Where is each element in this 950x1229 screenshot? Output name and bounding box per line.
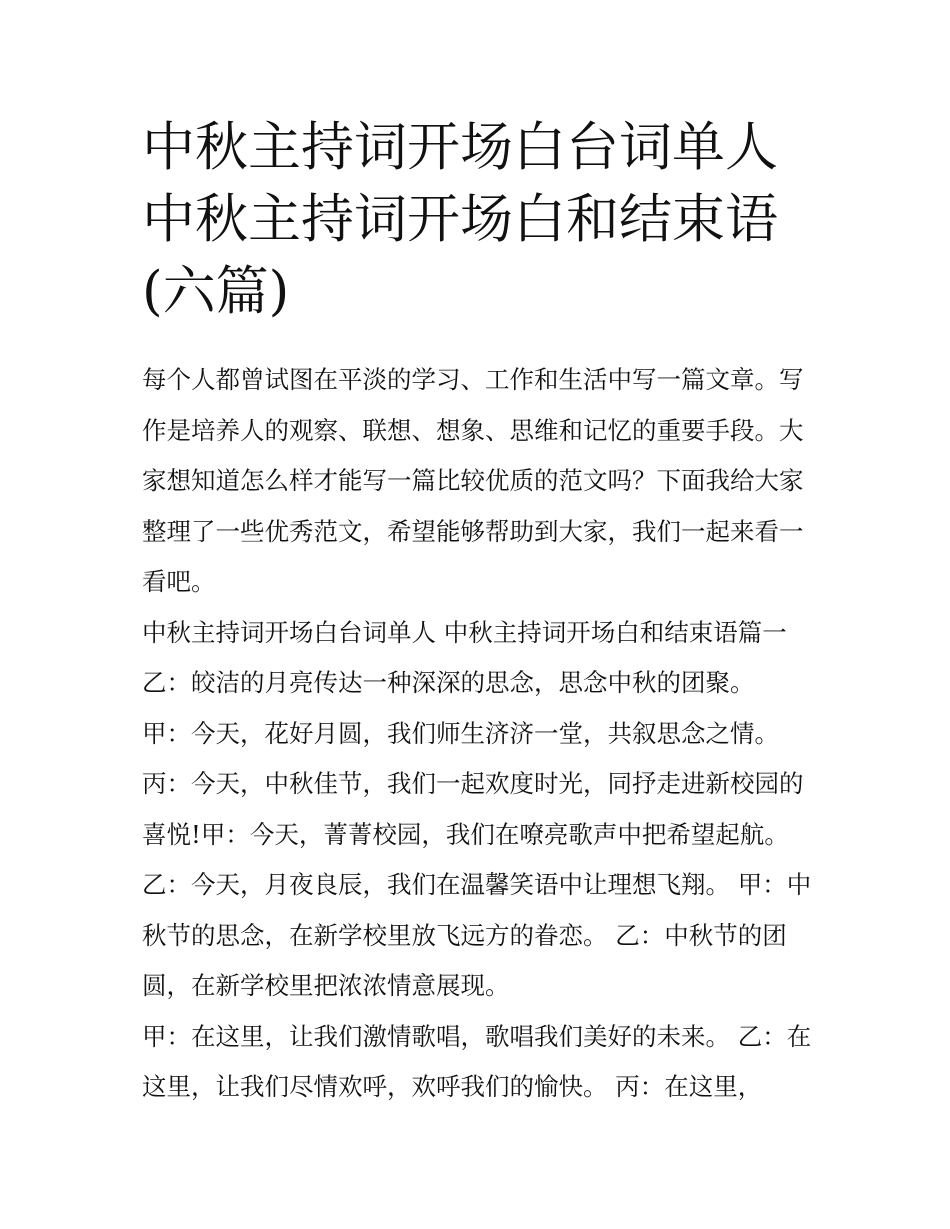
script-line: 甲：今天，花好月圆，我们师生济济一堂，共叙思念之情。	[142, 718, 779, 748]
intro-paragraph: 每个人都曾试图在平淡的学习、工作和生活中写一篇文章。写作是培养人的观察、联想、想象、思维和记忆的重要手段。大家想知道怎么样才能写一篇比较优质的范文吗？下面我给大家整理了一些优秀范文，希望能够帮助到大家，我们一起来看一看吧。	[142, 365, 804, 596]
document-title: 中秋主持词开场白台词单人 中秋主持词开场白和结束语(六篇)	[142, 117, 778, 322]
script-line: 丙：今天，中秋佳节，我们一起欢度时光，同抒走进新校园的喜悦!甲：今天，菁菁校园，我们在嘹亮歌声中把希望起航。	[142, 769, 804, 849]
script-line: 乙：皎洁的月亮传达一种深深的思念，思念中秋的团聚。	[142, 668, 755, 697]
script-line: 乙：今天，月夜良辰，我们在温馨笑语中让理想飞翔。 甲：中秋节的思念，在新学校里放飞远方的眷恋。 乙：中秋节的团圆，在新学校里把浓浓情意展现。	[142, 870, 812, 1000]
section-heading: 中秋主持词开场白台词单人 中秋主持词开场白和结束语篇一	[142, 617, 787, 647]
document-body	[142, 355, 812, 1113]
script-line: 甲：在这里，让我们激情歌唱，歌唱我们美好的未来。 乙：在这里，让我们尽情欢呼，欢呼我们的愉快。 丙：在这里，	[142, 1021, 812, 1101]
